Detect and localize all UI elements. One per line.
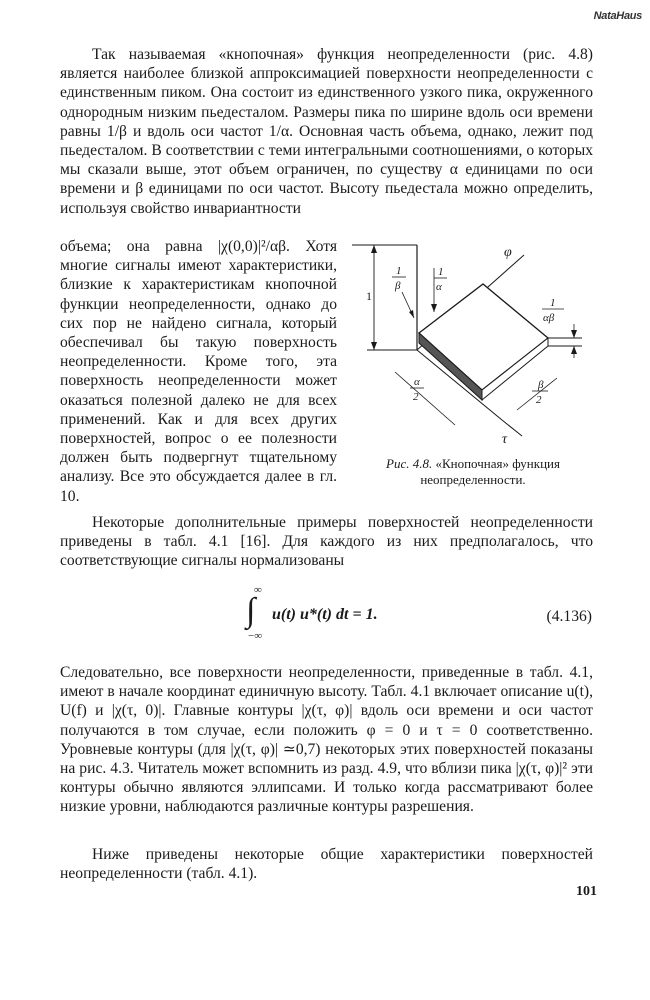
- integral-upper-limit: ∞: [254, 584, 262, 596]
- integral-sign: ∫: [246, 592, 256, 629]
- paragraph-2: Некоторые дополнительные примеры поверхностей неопределенности приведены в табл. 4.1 [16]. Для каждого из них предполагалось, что соответствующие сигналы нормализованы: [60, 514, 593, 570]
- paragraph-3: Следовательно, все поверхности неопределенности, приведенные в табл. 4.1, имеют в начале координат единичную высоту. Табл. 4.1 включает описание u(t), U(f) и |χ(τ, 0)|. Главные контуры |χ(τ, φ)| вдоль оси времени и оси частот получаются в том случае, если положить φ = 0 и τ = 0 соответственно. Уровневые контуры (для |χ(τ, φ)| ≃0,7) некоторых этих поверхностей показаны на рис. 4.3. Читатель может вспомнить из разд. 4.9, что вблизи пика |χ(τ, φ)|² эти контуры обычно являются эллипсами. И только когда рассматривают более низкие уровни, наблюдаются различные контуры разрешения.: [60, 664, 593, 816]
- inv-alpha-den: α: [436, 281, 442, 293]
- tau-label: τ: [502, 432, 508, 447]
- half-beta-den: 2: [536, 394, 542, 406]
- inv-ab-num: 1: [550, 297, 556, 309]
- phi-label: φ: [504, 245, 512, 260]
- watermark-logo: NataHaus: [593, 10, 642, 22]
- caption-text: «Кнопочная» функция неопределенности.: [420, 456, 560, 487]
- button-ambiguity-diagram: [352, 240, 592, 455]
- height-one-label: 1: [366, 289, 372, 303]
- inv-beta-den: β: [395, 280, 401, 292]
- half-alpha-num: α: [414, 376, 420, 388]
- equation-number: (4.136): [546, 608, 592, 625]
- half-alpha-den: 2: [413, 391, 419, 403]
- figure-4-8: [352, 240, 592, 455]
- paragraph-4: Ниже приведены некоторые общие характеристики поверхностей неопределенности (табл. 4.1).: [60, 846, 593, 883]
- inv-alpha-num: 1: [438, 266, 444, 278]
- equation-expression: u(t) u*(t) dt = 1.: [272, 606, 378, 623]
- paragraph-1: Так называемая «кнопочная» функция неопределенности (рис. 4.8) является наиболее близкой аппроксимацией поверхности неопределенности с единственным пиком. Она состоит из единственного узкого пика, окруженного однородным низким пьедесталом. Размеры пика по ширине вдоль оси времени равны 1/β и вдоль оси частот 1/α. Основная часть объема, однако, лежит под пьедесталом. В соответствии с теми интегральными соотношениями, о которых мы сказали выше, этот объем ограничен, по существу α единицами по оси времени и β единицами по оси частот. Высоту пьедестала можно определить, используя свойство инвариантности: [60, 46, 593, 217]
- figure-caption: [352, 456, 594, 488]
- page-number: 101: [576, 884, 597, 899]
- integral-lower-limit: −∞: [248, 630, 263, 642]
- equation-4-136: [246, 584, 416, 642]
- inv-beta-num: 1: [396, 265, 402, 277]
- caption-label: Рис. 4.8.: [386, 456, 433, 471]
- paragraph-1-continuation: объема; она равна |χ(0,0)|²/αβ. Хотя многие сигналы имеют характеристики, близкие к характеристикам кнопочной функции неопределенности, однако до сих пор не найдено сигнала, который обеспечивал бы такую поверхность неопределенности. Кроме того, эта поверхность неопределенности может оказаться полезной далеко не для всех применений. Как и для всех других поверхностей, вопрос о ее полезности должен быть подвергнут тщательному анализу. Все это обсуждается далее в гл. 10.: [60, 238, 337, 505]
- inv-ab-den: αβ: [543, 312, 555, 324]
- half-beta-num: β: [538, 379, 544, 391]
